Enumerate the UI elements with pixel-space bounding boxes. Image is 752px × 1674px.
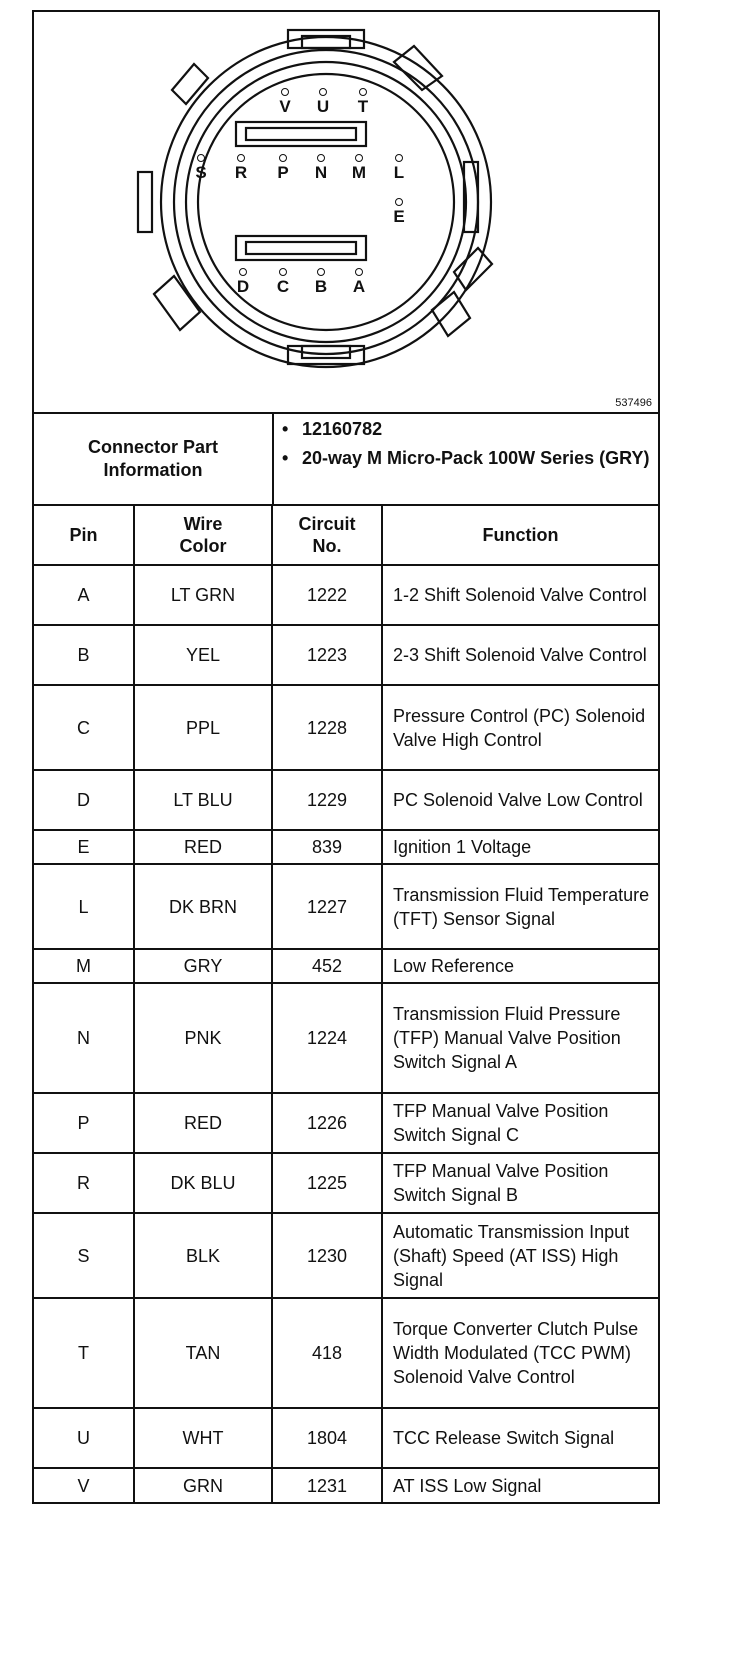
part-number: • 12160782 (302, 418, 650, 440)
header-function: Function (382, 506, 658, 565)
circuit-no-cell: 839 (272, 830, 382, 864)
function-cell: Torque Converter Clutch Pulse Width Modulated (TCC PWM) Solenoid Valve Control (382, 1298, 658, 1408)
table-row (34, 983, 658, 1093)
pinout-rows (34, 565, 658, 1502)
wire-color-cell: PPL (134, 685, 272, 770)
pin-dot-icon (359, 88, 367, 96)
pin-dot-icon (319, 88, 327, 96)
circuit-no-cell: 1228 (272, 685, 382, 770)
table-row (34, 1298, 658, 1408)
pin-dot-icon (317, 154, 325, 162)
circuit-no-cell: 1229 (272, 770, 382, 830)
wire-color-cell: WHT (134, 1408, 272, 1468)
table-header-row (34, 506, 658, 565)
pin-dot-icon (239, 268, 247, 276)
table-row (34, 1408, 658, 1468)
pin-cell: S (34, 1213, 134, 1298)
pin-cell: B (34, 625, 134, 685)
function-cell: Automatic Transmission Input (Shaft) Speed (AT ISS) High Signal (382, 1213, 658, 1298)
pin-cell: T (34, 1298, 134, 1408)
connector-diagram (34, 12, 658, 414)
function-cell: Ignition 1 Voltage (382, 830, 658, 864)
function-cell: PC Solenoid Valve Low Control (382, 770, 658, 830)
connector-info-label: Connector Part Information (34, 414, 274, 504)
function-cell: AT ISS Low Signal (382, 1468, 658, 1502)
header-circuit-no: Circuit No. (272, 506, 382, 565)
table-row (34, 949, 658, 983)
pin-cell: L (34, 864, 134, 949)
pin-cell: M (34, 949, 134, 983)
table-row (34, 1093, 658, 1153)
pin-cell: E (34, 830, 134, 864)
connector-sheet (32, 10, 660, 1504)
wire-color-cell: LT BLU (134, 770, 272, 830)
pin-n: N (310, 154, 332, 181)
table-row (34, 1468, 658, 1502)
pin-t: T (352, 88, 374, 115)
wire-color-cell: TAN (134, 1298, 272, 1408)
function-cell: TFP Manual Valve Position Switch Signal C (382, 1093, 658, 1153)
wire-color-cell: RED (134, 1093, 272, 1153)
circuit-no-cell: 1804 (272, 1408, 382, 1468)
circuit-no-cell: 1225 (272, 1153, 382, 1213)
pin-m: M (348, 154, 370, 181)
table-row (34, 1153, 658, 1213)
figure-number: 537496 (615, 397, 652, 409)
circuit-no-cell: 418 (272, 1298, 382, 1408)
header-pin: Pin (34, 506, 134, 565)
wire-color-cell: LT GRN (134, 565, 272, 625)
pin-dot-icon (395, 154, 403, 162)
function-cell: 1-2 Shift Solenoid Valve Control (382, 565, 658, 625)
pin-cell: C (34, 685, 134, 770)
table-row (34, 770, 658, 830)
pin-b: B (310, 268, 332, 295)
circuit-no-cell: 1224 (272, 983, 382, 1093)
pin-u: U (312, 88, 334, 115)
pin-dot-icon (395, 198, 403, 206)
function-cell: Low Reference (382, 949, 658, 983)
pin-e: E (388, 198, 410, 225)
function-cell: Pressure Control (PC) Solenoid Valve High Control (382, 685, 658, 770)
pin-cell: V (34, 1468, 134, 1502)
connector-description: • 20-way M Micro-Pack 100W Series (GRY) (302, 447, 650, 469)
pin-r: R (230, 154, 252, 181)
pin-dot-icon (355, 268, 363, 276)
function-cell: Transmission Fluid Temperature (TFT) Sensor Signal (382, 864, 658, 949)
pin-v: V (274, 88, 296, 115)
table-row (34, 625, 658, 685)
pin-d: D (232, 268, 254, 295)
pin-cell: D (34, 770, 134, 830)
table-row (34, 1213, 658, 1298)
wire-color-cell: RED (134, 830, 272, 864)
pinout-table (34, 506, 658, 1502)
function-cell: Transmission Fluid Pressure (TFP) Manual Valve Position Switch Signal A (382, 983, 658, 1093)
connector-face-drawing (34, 12, 658, 412)
pin-c: C (272, 268, 294, 295)
pin-a: A (348, 268, 370, 295)
function-cell: TCC Release Switch Signal (382, 1408, 658, 1468)
circuit-no-cell: 1223 (272, 625, 382, 685)
circuit-no-cell: 1226 (272, 1093, 382, 1153)
circuit-no-cell: 1231 (272, 1468, 382, 1502)
circuit-no-cell: 1222 (272, 565, 382, 625)
pin-dot-icon (355, 154, 363, 162)
function-cell: 2-3 Shift Solenoid Valve Control (382, 625, 658, 685)
table-row (34, 565, 658, 625)
pin-s: S (190, 154, 212, 181)
pin-dot-icon (197, 154, 205, 162)
header-wire-color: Wire Color (134, 506, 272, 565)
wire-color-cell: BLK (134, 1213, 272, 1298)
pin-cell: U (34, 1408, 134, 1468)
table-row (34, 685, 658, 770)
pin-dot-icon (237, 154, 245, 162)
table-row (34, 864, 658, 949)
circuit-no-cell: 452 (272, 949, 382, 983)
connector-part-info (34, 414, 658, 506)
circuit-no-cell: 1227 (272, 864, 382, 949)
wire-color-cell: PNK (134, 983, 272, 1093)
pin-p: P (272, 154, 294, 181)
pin-dot-icon (279, 268, 287, 276)
circuit-no-cell: 1230 (272, 1213, 382, 1298)
wire-color-cell: YEL (134, 625, 272, 685)
pin-cell: A (34, 565, 134, 625)
wire-color-cell: GRN (134, 1468, 272, 1502)
pin-cell: P (34, 1093, 134, 1153)
table-row (34, 830, 658, 864)
function-cell: TFP Manual Valve Position Switch Signal B (382, 1153, 658, 1213)
pin-dot-icon (317, 268, 325, 276)
pin-dot-icon (281, 88, 289, 96)
pin-l: L (388, 154, 410, 181)
connector-info-list (274, 414, 658, 504)
wire-color-cell: DK BLU (134, 1153, 272, 1213)
wire-color-cell: GRY (134, 949, 272, 983)
wire-color-cell: DK BRN (134, 864, 272, 949)
pin-cell: R (34, 1153, 134, 1213)
pin-dot-icon (279, 154, 287, 162)
pin-cell: N (34, 983, 134, 1093)
